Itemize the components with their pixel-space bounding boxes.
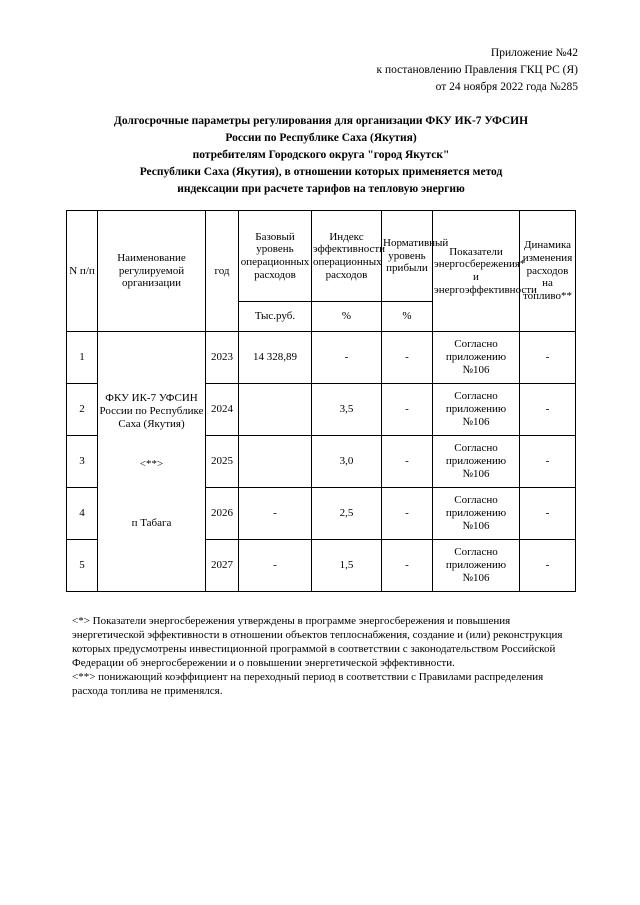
cell-norm: -	[382, 488, 433, 540]
header-dynamics: Динамика изменения расходов на топливо**	[520, 211, 576, 332]
cell-base	[239, 436, 312, 488]
unit-base: Тыс.руб.	[239, 302, 312, 332]
cell-year: 2024	[206, 384, 239, 436]
cell-num: 3	[67, 436, 98, 488]
cell-dynamics: -	[520, 488, 576, 540]
appendix-header	[377, 45, 579, 96]
title-line-1: Долгосрочные параметры регулирования для организации ФКУ ИК-7 УФСИН	[113, 115, 529, 127]
title-line-5: индексации при расчете тарифов на тепловую энергию	[177, 183, 465, 195]
cell-index: 3,5	[312, 384, 382, 436]
cell-dynamics: -	[520, 384, 576, 436]
unit-norm: %	[382, 302, 433, 332]
header-norm: Нормативный уровень прибыли	[382, 211, 433, 302]
table-header-row	[67, 211, 576, 302]
cell-dynamics: -	[520, 540, 576, 592]
appendix-number: Приложение №42	[490, 47, 578, 59]
cell-num: 5	[67, 540, 98, 592]
cell-num: 2	[67, 384, 98, 436]
cell-norm: -	[382, 384, 433, 436]
cell-year: 2025	[206, 436, 239, 488]
cell-norm: -	[382, 332, 433, 384]
cell-norm: -	[382, 540, 433, 592]
cell-num: 4	[67, 488, 98, 540]
footnote-energy-saving: <*> Показатели энергосбережения утверждены в программе энергосбережения и повышения энергетической эффективности в отношении объектов теплоснабжения, создание и (или) реконструкция которых предусмотрены инвестиционной программой в соответствии с законодательством Российской Федерации об энергосбережении и о повышении энергетической эффективности.	[72, 615, 563, 669]
org-location: п Табага	[131, 517, 172, 530]
cell-energy: Согласно приложению №106	[433, 332, 520, 384]
footnotes	[72, 614, 572, 698]
title-line-2: России по Республике Саха (Якутия)	[225, 132, 417, 144]
cell-num: 1	[67, 332, 98, 384]
cell-index: 2,5	[312, 488, 382, 540]
cell-dynamics: -	[520, 332, 576, 384]
header-energy: Показатели энергосбережения* и энергоэффективности	[433, 211, 520, 332]
cell-year: 2027	[206, 540, 239, 592]
cell-base	[239, 384, 312, 436]
title-line-3: потребителям Городского округа "город Якутск"	[192, 149, 450, 161]
cell-year: 2023	[206, 332, 239, 384]
cell-year: 2026	[206, 488, 239, 540]
header-base: Базовый уровень операционных расходов	[239, 211, 312, 302]
cell-dynamics: -	[520, 436, 576, 488]
appendix-date: от 24 ноября 2022 года №285	[435, 81, 578, 93]
cell-index: 3,0	[312, 436, 382, 488]
cell-energy: Согласно приложению №106	[433, 436, 520, 488]
table-row	[67, 332, 576, 384]
cell-base: 14 328,89	[239, 332, 312, 384]
cell-base: -	[239, 540, 312, 592]
header-num: N п/п	[67, 211, 98, 332]
cell-org	[98, 332, 206, 592]
org-footnote-mark: <**>	[139, 458, 164, 471]
cell-energy: Согласно приложению №106	[433, 488, 520, 540]
title-line-4: Республики Саха (Якутия), в отношении которых применяется метод	[139, 166, 503, 178]
header-org: Наименование регулируемой организации	[98, 211, 206, 332]
appendix-decree: к постановлению Правления ГКЦ РС (Я)	[376, 64, 578, 76]
unit-index: %	[312, 302, 382, 332]
cell-base: -	[239, 488, 312, 540]
cell-index: 1,5	[312, 540, 382, 592]
parameters-table	[66, 210, 576, 592]
header-index: Индекс эффективности операционных расходов	[312, 211, 382, 302]
document-title	[66, 113, 576, 198]
cell-energy: Согласно приложению №106	[433, 540, 520, 592]
cell-energy: Согласно приложению №106	[433, 384, 520, 436]
cell-index: -	[312, 332, 382, 384]
org-name: ФКУ ИК-7 УФСИН России по Республике Саха (Якутия)	[99, 392, 204, 430]
header-year: год	[206, 211, 239, 332]
footnote-coefficient: <**> понижающий коэффициент на переходный период в соответствии с Правилами распределения расхода топлива не применялся.	[72, 671, 544, 697]
cell-norm: -	[382, 436, 433, 488]
